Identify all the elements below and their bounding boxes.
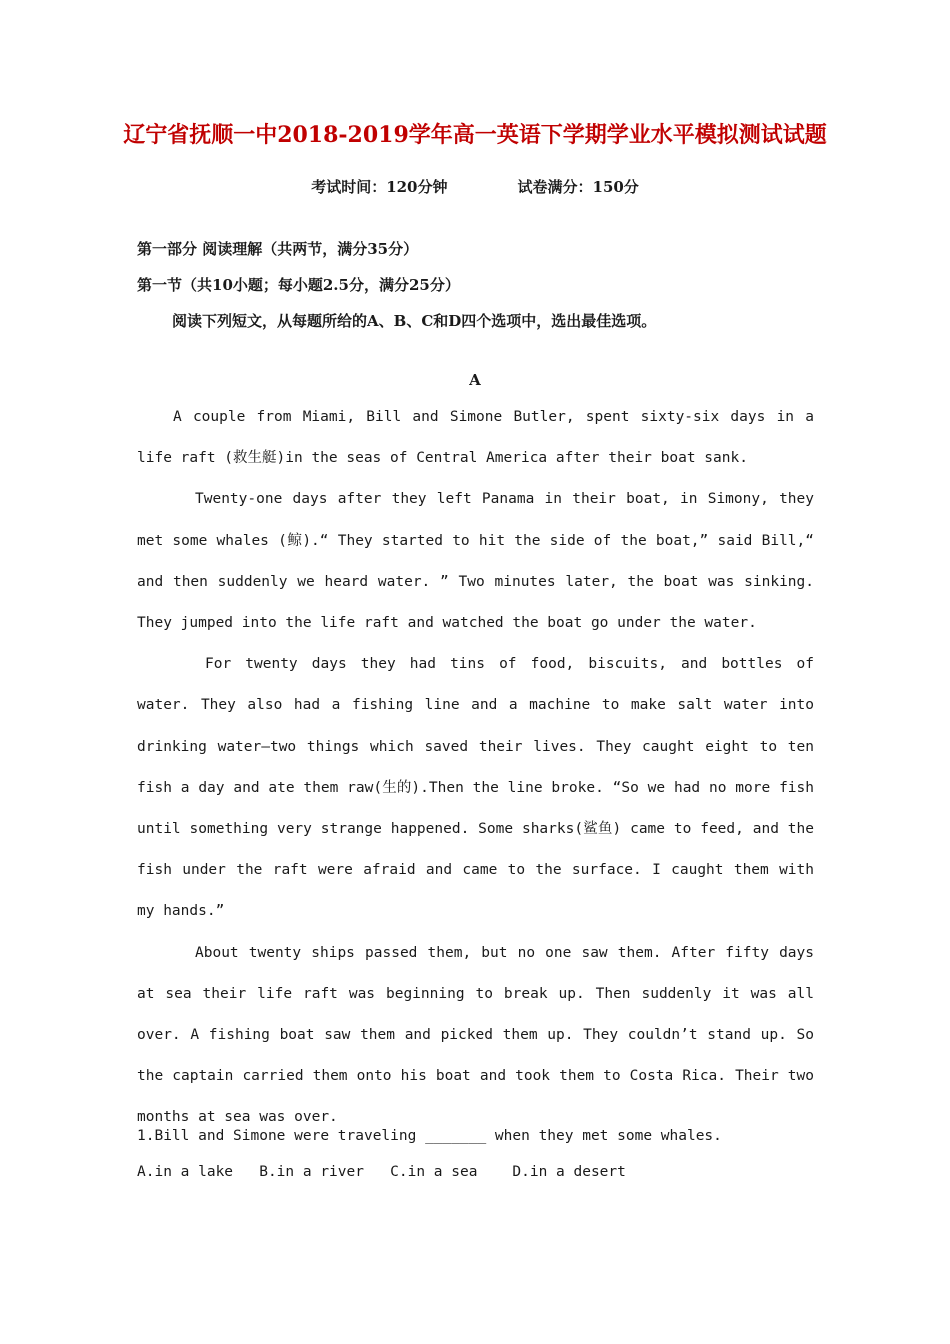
question-options: A.in a lake B.in a river C.in a sea D.in a desert [137, 1164, 626, 1180]
passage-a [137, 397, 814, 1139]
paragraph: About twenty ships passed them, but no one saw them. After fifty days at sea their life raft was beginning to break up. Then suddenly it was all over. A fishing boat saw them and picked them up. They couldn’t stand up. So the captain carried them onto his boat and took them to Costa Rica. Their two months at sea was over. [137, 944, 814, 1126]
paragraph: For twenty days they had tins of food, biscuits, and bottles of water. They also had a fishing line and a machine to make salt water into drinking water—two things which saved their lives. They caught eight to ten fish a day and ate them raw(生的).Then the line broke. “So we had no more fish until something very strange happened. Some sharks(鲨鱼) came to feed, and the fish under the raft were afraid and came to the surface. I caught them with my hands.” [137, 656, 814, 920]
exam-meta [0, 176, 950, 197]
question-stem: 1.Bill and Simone were traveling _______ when they met some whales. [137, 1128, 722, 1144]
section-heading: 第一节（共10小题；每小题2.5分，满分25分） [137, 276, 460, 294]
exam-time: 考试时间：120分钟 [311, 178, 448, 196]
part-heading: 第一部分 阅读理解（共两节，满分35分） [137, 240, 419, 258]
passage-label: A [469, 371, 481, 389]
paragraph: Twenty-one days after they left Panama in their boat, in Simony, they met some whales (鲸).“ They started to hit the side of the boat,” said Bill,“ and then suddenly we heard water. ” Two minutes later, the boat was sinking. They jumped into the life raft and watched the boat go under the water. [137, 491, 814, 632]
paragraph: A couple from Miami, Bill and Simone Butler, spent sixty-six days in a life raft (救生艇)in the seas of Central America after their boat sank. [137, 409, 814, 467]
exam-title: 辽宁省抚顺一中2018-2019学年高一英语下学期学业水平模拟测试试题 [123, 122, 827, 148]
full-score: 试卷满分：150分 [517, 178, 639, 196]
instruction: 阅读下列短文，从每题所给的A、B、C和D四个选项中，选出最佳选项。 [172, 312, 657, 330]
